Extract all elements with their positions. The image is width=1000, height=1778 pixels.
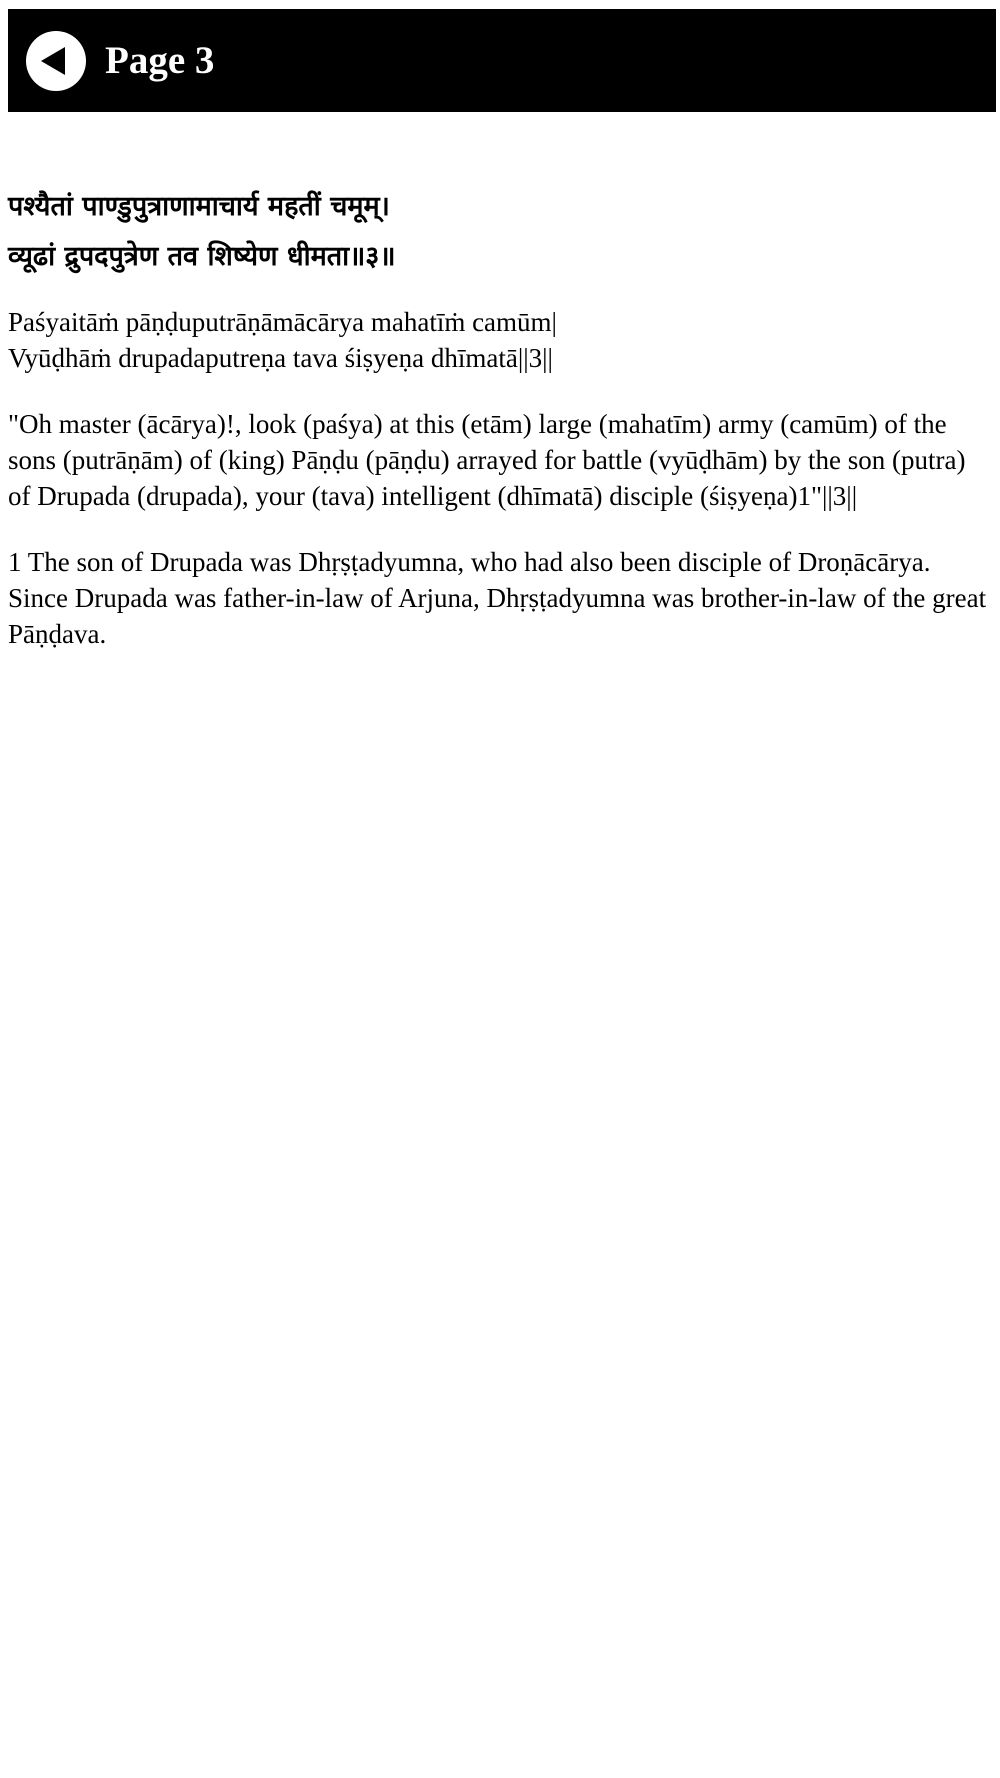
back-button[interactable] [26,31,86,91]
verse-footnote: 1 The son of Drupada was Dhṛṣṭadyumna, who had also been disciple of Droṇācārya. Since Drupada was father-in-law of Arjuna, Dhṛṣṭadyumna was brother-in-law of the great Pāṇḍava. [8,547,987,649]
verse-transliteration [8,304,992,376]
transliteration-line-1: Paśyaitāṁ pāṇḍuputrāṇāmācārya mahatīṁ camūm| [8,307,557,337]
devanagari-line-1: पश्यैतां पाण्डुपुत्राणामाचार्य महतीं चमूम्। [8,191,390,222]
verse-devanagari [8,182,992,282]
devanagari-line-2: व्यूढां द्रुपदपुत्रेण तव शिष्येण धीमता॥३॥ [8,241,396,272]
back-arrow-icon [26,31,86,91]
verse-translation: "Oh master (ācārya)!, look (paśya) at this (etām) large (mahatīm) army (camūm) of the sons (putrāṇām) of (king) Pāṇḍu (pāṇḍu) arrayed for battle (vyūḍhām) by the son (putra) of Drupada (drupada), your (tava) intelligent (dhīmatā) disciple (śiṣyeṇa)1"||3|| [8,409,966,511]
verse-content [8,182,992,652]
page-title: Page 3 [105,39,215,82]
transliteration-line-2: Vyūḍhāṁ drupadaputreṇa tava śiṣyeṇa dhīmatā||3|| [8,343,553,373]
app-header [8,9,996,112]
